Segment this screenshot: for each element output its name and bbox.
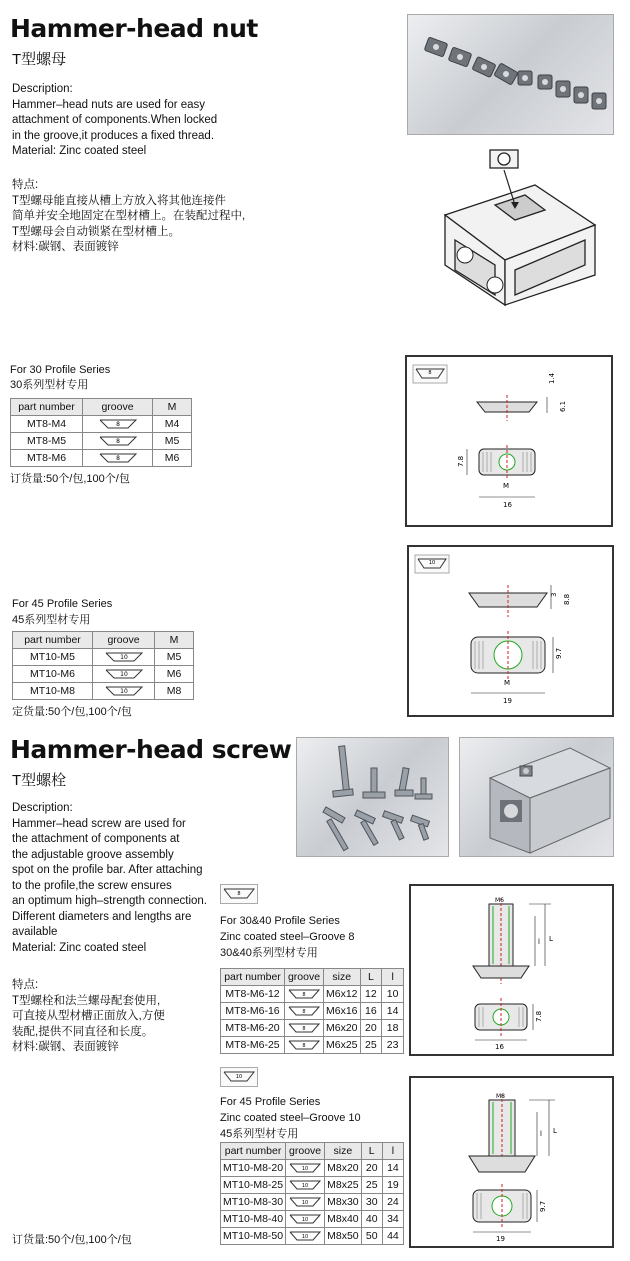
feature-line: 简单并安全地固定在型材槽上。在装配过程中,: [12, 210, 246, 222]
col-groove: groove: [83, 399, 153, 416]
nut-product-photo: [407, 14, 614, 135]
svg-text:16: 16: [503, 501, 512, 509]
part-number: MT8-M6-20: [221, 1020, 285, 1037]
table-header-row: [13, 632, 194, 649]
desc-line: Different diameters and lengths are: [12, 910, 192, 923]
nut-subtitle: T型螺母: [12, 51, 67, 68]
svg-text:L: L: [549, 935, 553, 943]
svg-text:10: 10: [301, 1234, 309, 1240]
nut-description: [12, 82, 217, 160]
table-row: [221, 1177, 404, 1194]
length-l: 24: [382, 1194, 403, 1211]
groove-icon: [93, 666, 155, 683]
svg-text:8.8: 8.8: [563, 593, 571, 605]
screw-30-technical-drawing: [409, 884, 614, 1056]
feature-line: 可直接从型材槽正面放入,方便: [12, 1010, 165, 1022]
nut-30-technical-drawing: [405, 355, 613, 527]
length-L: 50: [361, 1228, 382, 1245]
size: M6x20: [324, 1020, 361, 1037]
table-row: [11, 416, 192, 433]
table-header-row: [221, 1143, 404, 1160]
groove-icon: [285, 1020, 324, 1037]
m-size: M4: [153, 416, 192, 433]
svg-text:3: 3: [550, 592, 558, 597]
nut-assembly-illustration: [425, 145, 615, 335]
assembly-drawing: [425, 145, 615, 335]
length-l: 44: [382, 1228, 403, 1245]
m-size: M5: [153, 433, 192, 450]
svg-text:10: 10: [235, 1074, 243, 1080]
nut-features-cn: [12, 178, 245, 256]
part-number: MT8-M6-25: [221, 1037, 285, 1054]
svg-text:10: 10: [428, 560, 436, 566]
nut-45-heading-cn: 45系列型材专用: [12, 614, 91, 626]
table-row: [13, 666, 194, 683]
part-number: MT10-M8-50: [221, 1228, 286, 1245]
nut-30-heading-cn: 30系列型材专用: [10, 379, 89, 391]
svg-text:8: 8: [428, 370, 432, 376]
desc-line: in the groove,it produces a fixed thread.: [12, 129, 215, 142]
screw-45-table: [220, 1142, 404, 1245]
groove-icon: [285, 1003, 324, 1020]
desc-line: the adjustable groove assembly: [12, 848, 174, 861]
screw-product-photo: [296, 737, 449, 857]
length-l: 23: [382, 1037, 404, 1054]
screw-order-qty: 订货量:50个/包,100个/包: [12, 1234, 132, 1246]
groove-icon: [286, 1228, 325, 1245]
desc-line: available: [12, 926, 58, 938]
nut-title: Hammer-head nut: [10, 14, 258, 43]
length-l: 18: [382, 1020, 404, 1037]
col-size: size: [324, 969, 361, 986]
part-number: MT10-M8-30: [221, 1194, 286, 1211]
length-L: 16: [360, 1003, 382, 1020]
m-size: M5: [155, 649, 194, 666]
screw-30-heading-cn: 30&40系列型材专用: [220, 947, 318, 959]
col-m: M: [153, 399, 192, 416]
screw-title: Hammer-head screw: [10, 735, 292, 764]
svg-text:10: 10: [119, 688, 128, 695]
col-part-number: part number: [221, 969, 285, 986]
nut-30-order-qty: 订货量:50个/包,100个/包: [10, 473, 130, 485]
desc-line: an optimum high–strength connection.: [12, 895, 207, 907]
table-row: [221, 1228, 404, 1245]
size: M8x30: [325, 1194, 362, 1211]
svg-text:10: 10: [301, 1200, 309, 1206]
length-L: 25: [360, 1037, 382, 1054]
svg-text:10: 10: [119, 671, 128, 678]
length-l: 14: [382, 1160, 403, 1177]
table-row: [11, 433, 192, 450]
groove-icon: [83, 416, 153, 433]
part-number: MT10-M5: [13, 649, 93, 666]
table-header-row: [221, 969, 404, 986]
feature-line: 特点:: [12, 979, 39, 991]
table-row: [221, 1160, 404, 1177]
part-number: MT8-M6-12: [221, 986, 285, 1003]
screw-30-heading-2: Zinc coated steel–Groove 8: [220, 931, 355, 943]
svg-text:1.4: 1.4: [548, 372, 556, 384]
svg-text:M: M: [504, 679, 511, 687]
desc-line: spot on the profile bar. After attaching: [12, 864, 203, 876]
feature-line: T型螺母能直接从槽上方放入将其他连接件: [12, 194, 227, 207]
svg-text:19: 19: [503, 697, 512, 705]
svg-text:8: 8: [302, 1009, 306, 1015]
part-number: MT8-M6-16: [221, 1003, 285, 1020]
col-L: L: [360, 969, 382, 986]
length-L: 30: [361, 1194, 382, 1211]
table-row: [221, 1020, 404, 1037]
desc-line: attachment of components.When locked: [12, 114, 218, 126]
desc-line: the attachment of components at: [12, 833, 180, 845]
desc-line: Material: Zinc coated steel: [12, 145, 147, 157]
part-number: MT10-M8-25: [221, 1177, 286, 1194]
size: M6x16: [324, 1003, 361, 1020]
screw-photo-image: [297, 738, 450, 858]
groove-icon: [285, 1037, 324, 1054]
feature-line: 材料:碳钢、表面镀锌: [12, 1041, 119, 1053]
size: M8x50: [325, 1228, 362, 1245]
nut-45-technical-drawing: [407, 545, 614, 717]
size: M8x40: [325, 1211, 362, 1228]
screw-45-heading: For 45 Profile Series: [220, 1096, 321, 1108]
svg-text:l: l: [540, 1130, 542, 1138]
groove-icon: [93, 683, 155, 700]
screw-30-drawing-svg: [411, 886, 612, 1054]
desc-line: to the profile,the screw ensures: [12, 879, 172, 892]
col-groove: groove: [93, 632, 155, 649]
length-l: 19: [382, 1177, 403, 1194]
desc-line: Material: Zinc coated steel: [12, 941, 147, 954]
groove-icon: [93, 649, 155, 666]
nut-30-table: [10, 398, 192, 467]
table-row: [13, 683, 194, 700]
table-row: [13, 649, 194, 666]
col-part-number: part number: [13, 632, 93, 649]
screw-30-heading: For 30&40 Profile Series: [220, 915, 340, 927]
svg-text:7.8: 7.8: [535, 1010, 543, 1022]
svg-text:10: 10: [301, 1217, 309, 1223]
feature-line: T型螺栓和法兰螺母配套使用,: [12, 994, 161, 1007]
screw-subtitle: T型螺栓: [12, 772, 67, 789]
groove-icon: [285, 986, 324, 1003]
col-l: l: [382, 969, 404, 986]
svg-text:M6: M6: [495, 897, 504, 904]
groove-icon: [286, 1160, 325, 1177]
length-l: 14: [382, 1003, 404, 1020]
groove-icon: [83, 450, 153, 467]
desc-line: Hammer–head screw are used for: [12, 817, 186, 830]
col-m: M: [155, 632, 194, 649]
table-header-row: [11, 399, 192, 416]
m-size: M6: [153, 450, 192, 467]
svg-text:6.1: 6.1: [559, 400, 567, 412]
length-L: 12: [360, 986, 382, 1003]
svg-text:8: 8: [302, 1043, 306, 1049]
svg-text:10: 10: [301, 1166, 309, 1172]
col-size: size: [325, 1143, 362, 1160]
length-l: 34: [382, 1211, 403, 1228]
m-size: M8: [155, 683, 194, 700]
screw-45-technical-drawing: [409, 1076, 614, 1248]
screw-30-groove-tag: [220, 884, 258, 904]
svg-text:M8: M8: [496, 1093, 505, 1100]
svg-text:10: 10: [119, 654, 128, 661]
table-row: [221, 1037, 404, 1054]
col-part-number: part number: [221, 1143, 286, 1160]
feature-line: T型螺母会自动锁紧在型材槽上。: [12, 225, 181, 238]
desc-line: Description:: [12, 802, 73, 814]
part-number: MT8-M4: [11, 416, 83, 433]
svg-text:8: 8: [115, 455, 120, 462]
table-row: [221, 986, 404, 1003]
screw-45-heading-2: Zinc coated steel–Groove 10: [220, 1112, 361, 1124]
m-size: M6: [155, 666, 194, 683]
screw-profile-photo: [459, 737, 614, 857]
svg-text:8: 8: [302, 1026, 306, 1032]
nut-45-order-qty: 定货量:50个/包,100个/包: [12, 706, 132, 718]
groove-icon: [286, 1177, 325, 1194]
svg-text:M: M: [503, 482, 510, 490]
svg-text:l: l: [538, 938, 540, 946]
svg-text:8: 8: [115, 421, 120, 428]
nut-30-drawing-svg: [407, 357, 611, 525]
svg-text:8: 8: [237, 891, 241, 897]
feature-line: 装配,提供不同直径和长度。: [12, 1025, 154, 1038]
screw-30-table: [220, 968, 404, 1054]
svg-text:19: 19: [496, 1235, 505, 1243]
part-number: MT10-M6: [13, 666, 93, 683]
svg-text:10: 10: [301, 1183, 309, 1189]
nut-45-table: [12, 631, 194, 700]
size: M8x25: [325, 1177, 362, 1194]
desc-line: Description:: [12, 83, 73, 95]
nut-30-heading: For 30 Profile Series: [10, 364, 111, 376]
screw-45-drawing-svg: [411, 1078, 612, 1246]
size: M6x25: [324, 1037, 361, 1054]
svg-text:8: 8: [115, 438, 120, 445]
svg-text:L: L: [553, 1127, 557, 1135]
col-L: L: [361, 1143, 382, 1160]
screw-45-groove-tag: [220, 1067, 258, 1087]
part-number: MT10-M8-20: [221, 1160, 286, 1177]
length-L: 20: [361, 1160, 382, 1177]
part-number: MT8-M6: [11, 450, 83, 467]
svg-text:16: 16: [495, 1043, 504, 1051]
size: M6x12: [324, 986, 361, 1003]
screw-description: [12, 801, 207, 956]
part-number: MT10-M8-40: [221, 1211, 286, 1228]
part-number: MT10-M8: [13, 683, 93, 700]
col-groove: groove: [286, 1143, 325, 1160]
size: M8x20: [325, 1160, 362, 1177]
length-L: 40: [361, 1211, 382, 1228]
length-l: 10: [382, 986, 404, 1003]
table-row: [221, 1003, 404, 1020]
desc-line: Hammer–head nuts are used for easy: [12, 98, 206, 111]
feature-line: 材料:碳钢、表面镀锌: [12, 241, 119, 253]
col-l: l: [382, 1143, 403, 1160]
length-L: 25: [361, 1177, 382, 1194]
length-L: 20: [360, 1020, 382, 1037]
groove-icon: [286, 1194, 325, 1211]
svg-text:9.7: 9.7: [555, 647, 563, 659]
svg-text:7.8: 7.8: [457, 455, 465, 467]
groove-icon: [83, 433, 153, 450]
table-row: [11, 450, 192, 467]
col-groove: groove: [285, 969, 324, 986]
svg-text:8: 8: [302, 992, 306, 998]
screw-45-heading-cn: 45系列型材专用: [220, 1128, 299, 1140]
part-number: MT8-M5: [11, 433, 83, 450]
table-row: [221, 1194, 404, 1211]
groove-icon: [286, 1211, 325, 1228]
screw-features-cn: [12, 978, 165, 1056]
feature-line: 特点:: [12, 179, 39, 191]
nut-45-heading: For 45 Profile Series: [12, 598, 113, 610]
table-row: [221, 1211, 404, 1228]
svg-text:9.7: 9.7: [539, 1200, 547, 1212]
nut-photo-image: [408, 15, 615, 136]
col-part-number: part number: [11, 399, 83, 416]
nut-45-drawing-svg: [409, 547, 612, 715]
profile-photo-image: [460, 738, 615, 858]
